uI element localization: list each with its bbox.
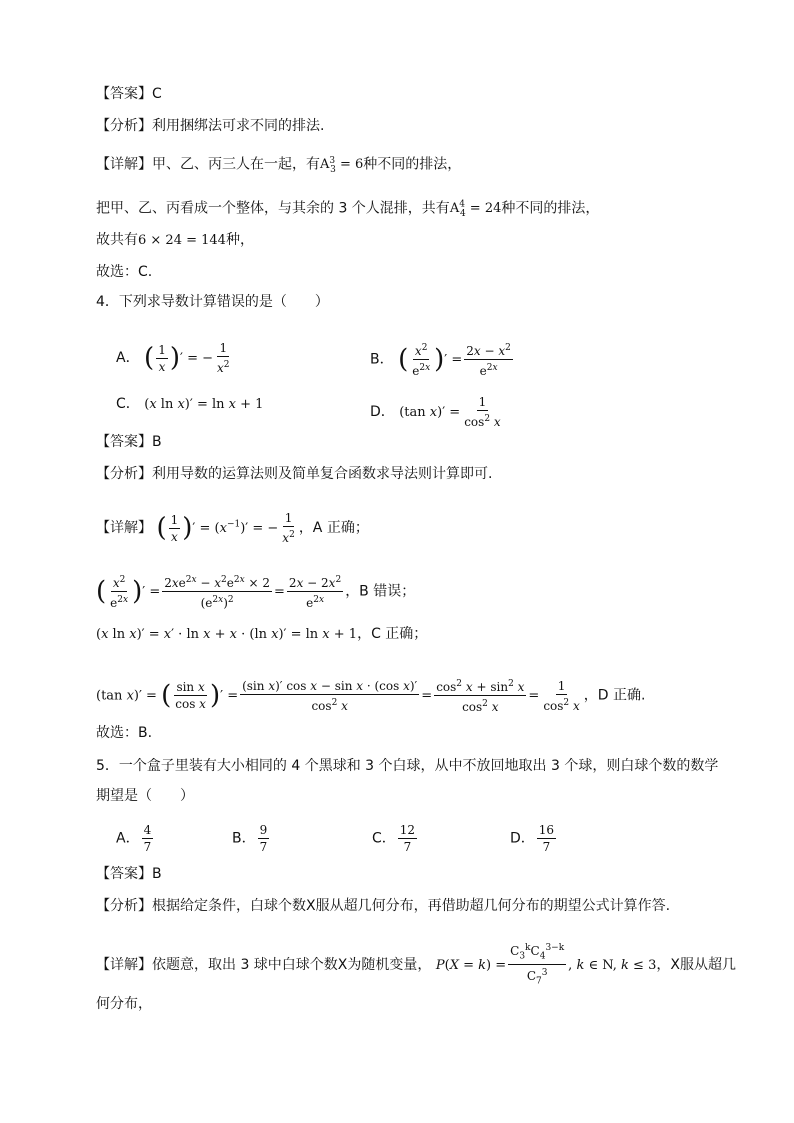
detail-text: 把甲、乙、丙看成一个整体，与其余的 3 个人混排，共有: [96, 200, 450, 217]
analysis-text: 利用捆绑法可求不同的排法.: [152, 118, 325, 134]
q3-analysis-line: [96, 116, 324, 136]
q3-detail-line3: [96, 230, 254, 251]
q4-detail-step-d: (tan x)′ = ( $\frac{\text{sin x}}{\text{cos x}}$ )′ = $\frac{\text{(sin x)′ cos x − sin x · (cos x)′}}{\cos^2 x}$ = $\frac{\cos^2 x + \sin^2 x}{\cos^2 x}$ = $\frac{1}{\cos^2 x}$ ，D 正确.: [96, 676, 645, 715]
q5-option-d: D． $\frac{16}{7}$: [510, 823, 555, 854]
detail-tag: 【详解】: [96, 956, 152, 973]
step-verdict: ，C 正确；: [357, 626, 428, 642]
q3-detail-line2: [96, 195, 599, 224]
answer-tag: 【答案】: [96, 86, 152, 102]
q4-detail-step-b: ( $\frac{x^2}{e^{2x}}$ )′ = $\frac{2xe^{2x} - x^2e^{2x} \times 2}{(e^{2x})^2}$ = $\frac{2x - 2x^2}{e^{2x}}$ ，B 错误；: [96, 572, 415, 611]
analysis-tag: 【分析】: [96, 118, 152, 134]
detail-text: 故共有: [96, 232, 138, 248]
q3-conclusion: 故选：C.: [96, 264, 153, 280]
detail-text: 种，: [225, 232, 254, 248]
q5-option-b: B． $\frac{9}{7}$: [232, 823, 268, 854]
q4-detail-step-c: (x ln x)′ = x′ · ln x + x · (ln x)′ = ln x + 1，C 正确；: [96, 626, 428, 642]
q5-detail-line2: 何分布，: [96, 996, 152, 1012]
math-fraction: $\frac{1}{x^2}$: [217, 341, 230, 375]
detail-text: 种不同的排法，: [501, 200, 600, 217]
detail-tag: 【详解】: [96, 156, 152, 173]
q3-detail-line1: [96, 151, 461, 180]
q5-stem-line1: 5．一个盒子里装有大小相同的 4 个黑球和 3 个白球，从中不放回地取出 3 个球，则白球个数的数学: [96, 758, 719, 774]
q4-option-c: C． (x ln x)′ = ln x + 1: [116, 396, 264, 412]
option-letter: A．: [116, 350, 140, 366]
math-fraction: $\frac{1}{\cos^2 x}$: [464, 395, 501, 429]
analysis-tag: 【分析】: [96, 898, 152, 914]
detail-tag: 【详解】: [96, 520, 152, 536]
q3-answer-line: [96, 84, 162, 104]
math-expression: $A^4_4 = 24$: [449, 200, 502, 219]
q5-option-c: C． $\frac{12}{7}$: [372, 823, 416, 854]
option-letter: C．: [116, 396, 140, 412]
answer-tag: 【答案】: [96, 434, 152, 450]
answer-tag: 【答案】: [96, 866, 152, 882]
step-verdict: ，B 错误；: [345, 583, 416, 600]
detail-text: 依题意，取出 3 球中白球个数X为随机变量，: [152, 956, 432, 973]
option-letter: B．: [232, 830, 256, 847]
analysis-text: 利用导数的运算法则及简单复合函数求导法则计算即可.: [152, 466, 493, 482]
analysis-text: 根据给定条件，白球个数X服从超几何分布，再借助超几何分布的期望公式计算作答.: [152, 898, 671, 914]
option-letter: C．: [372, 830, 396, 847]
math-fraction: $\frac{1}{x}$: [158, 342, 166, 374]
option-letter: B．: [370, 351, 394, 368]
q4-conclusion: 故选：B.: [96, 725, 153, 741]
q5-analysis-line: [96, 896, 670, 916]
math-fraction: $\frac{2x - x^2}{e^{2x}}$: [464, 340, 513, 379]
q4-detail-step-a: 【详解】 ( $\frac{1}{x}$ )′ = $(x^{-1})'$ = − $\frac{1}{x^2}$ ，A 正确；: [96, 511, 369, 545]
q5-option-a: A． $\frac{4}{7}$: [116, 823, 152, 854]
answer-value: C: [152, 86, 162, 102]
q4-option-d: D． (tan x)′ = $\frac{1}{\cos^2 x}$: [370, 395, 501, 429]
q4-analysis-line: [96, 464, 492, 484]
q4-answer-line: [96, 432, 162, 452]
detail-text: 甲、乙、丙三人在一起，有: [152, 156, 320, 173]
q5-answer-line: [96, 864, 162, 884]
option-letter: D．: [510, 830, 535, 847]
answer-value: B: [152, 866, 162, 882]
option-letter: A．: [116, 830, 140, 847]
option-letter: D．: [370, 404, 395, 420]
q4-option-b: B． ( $\frac{x^2}{e^{2x}}$ )′ = $\frac{2x - x^2}{e^{2x}}$: [370, 340, 515, 379]
q5-detail-line1: 【详解】依题意，取出 3 球中白球个数X为随机变量， P(X = k) = $\frac{C_3^kC_4^{3-k}}{C_7^3}$ , k ∈ N, k ≤ 3，X服从超几: [96, 940, 736, 990]
detail-text: ，X服从超几: [656, 956, 736, 973]
detail-text: 种不同的排法，: [363, 156, 462, 173]
math-expression: 6 × 24 = 144: [138, 233, 226, 248]
math-fraction: $\frac{x^2}{e^{2x}}$: [410, 340, 432, 379]
step-verdict: ，A 正确；: [298, 520, 369, 536]
step-verdict: ，D 正确.: [583, 687, 646, 704]
q4-option-a: A． ( $\frac{1}{x}$ )′ = − $\frac{1}{x^2}$: [116, 341, 230, 375]
math-expression: $A^3_3 = 6$: [320, 156, 364, 175]
analysis-tag: 【分析】: [96, 466, 152, 482]
answer-value: B: [152, 434, 162, 450]
q5-stem-line2: 期望是（ ）: [96, 788, 194, 804]
q4-stem: 4．下列求导数计算错误的是（ ）: [96, 294, 329, 310]
